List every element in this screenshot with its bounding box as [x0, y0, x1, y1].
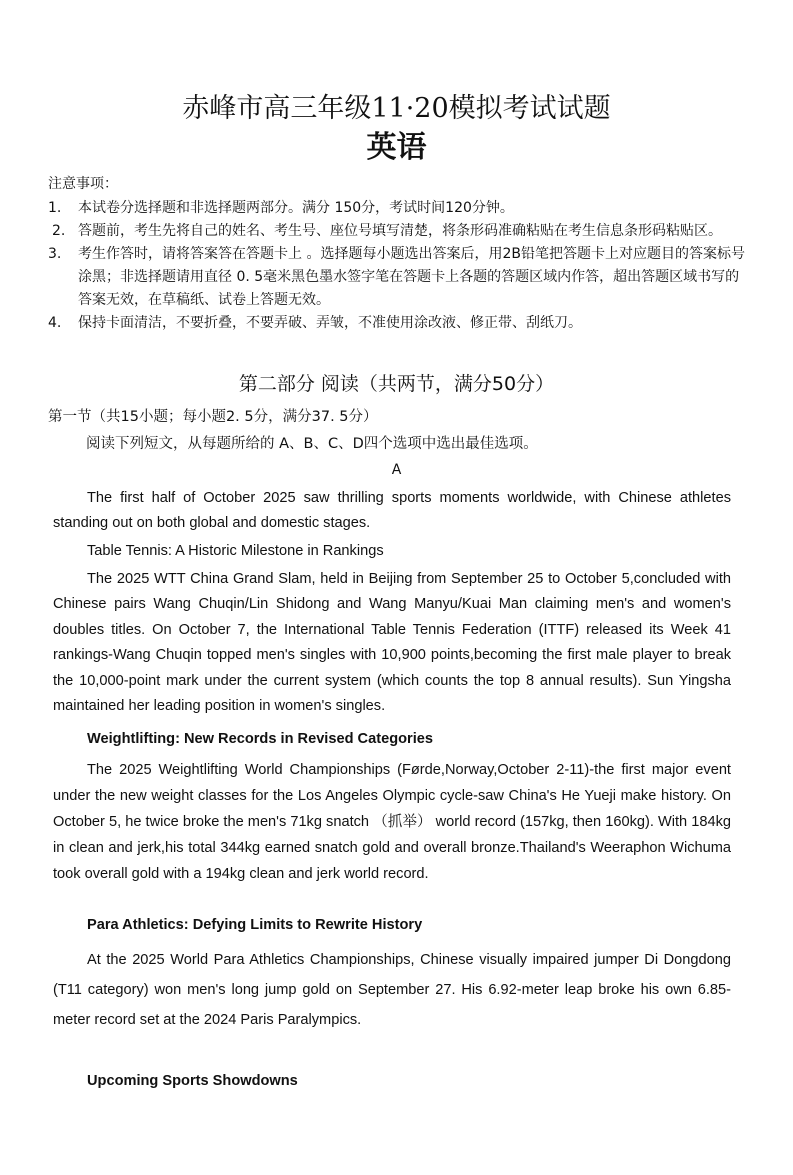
section-title: 第一节（共15小题；每小题2. 5分，满分37. 5分）: [48, 409, 378, 425]
note-text: 本试卷分选择题和非选择题两部分。满分 150分，考试时间120分钟。: [78, 200, 514, 216]
paragraph: The 2025 Weightlifting World Championships (Førde,Norway,October 2-11)-the first major event under the new weight classes for the Los Angeles Olympic cycle-saw China's He Yueji make history. On October 5, he twice broke the men's 71kg snatch （抓举） world record (157kg, then 160kg). With 184kg in clean and jerk,his total 344kg earned snatch gold and overall bronze.Thailand's Weeraphon Wichuma took overall gold with a 194kg clean and jerk world record.: [53, 762, 731, 882]
note-number: 3.: [48, 246, 62, 262]
exam-title: 赤峰市高三年级11·20模拟考试试题: [182, 93, 611, 124]
note-item: [48, 243, 753, 312]
note-text: 保持卡面清洁，不要折叠，不要弄破、弄皱，不准使用涂改液、修正带、刮纸刀。: [78, 315, 582, 331]
subject-title: 英语: [366, 130, 427, 165]
paragraph: The first half of October 2025 saw thrilling sports moments worldwide, with Chinese athletes standing out on both global and domestic stages.: [53, 490, 731, 531]
note-number: 2.: [52, 223, 66, 239]
passage-table-tennis: [53, 567, 731, 719]
notes-heading: 注意事项：: [48, 176, 118, 192]
note-number: 4.: [48, 315, 62, 331]
section-instruction: 阅读下列短文，从每题所给的 A、B、C、D四个选项中选出最佳选项。: [86, 436, 538, 452]
note-text: 考生作答时，请将答案答在答题卡上 。选择题每小题选出答案后，用2B铅笔把答题卡上对应题目的答案标号涂黑；非选择题请用直径 0. 5毫米黑色墨水签字笔在答题卡上各题的答题区域内作答，超出答题区域书写的答案无效，在草稿纸、试卷上答题无效。: [78, 246, 745, 308]
part-title: 第二部分 阅读（共两节，满分50分）: [238, 373, 555, 395]
passage-label: A: [391, 462, 402, 478]
passage-intro: [53, 486, 731, 536]
paragraph: At the 2025 World Para Athletics Championships, Chinese visually impaired jumper Di Dongdong (T11 category) won men's long jump gold on September 27. His 6.92-meter leap broke his own 6.85-meter record set at the 2024 Paris Paralympics.: [53, 952, 731, 1028]
subheading-table-tennis: Table Tennis: A Historic Milestone in Rankings: [87, 543, 384, 559]
subheading-para-athletics: Para Athletics: Defying Limits to Rewrite History: [87, 917, 423, 933]
subheading-upcoming: Upcoming Sports Showdowns: [87, 1073, 298, 1089]
subheading-weightlifting: Weightlifting: New Records in Revised Categories: [87, 731, 433, 747]
paragraph: The 2025 WTT China Grand Slam, held in Beijing from September 25 to October 5,concluded with Chinese pairs Wang Chuqin/Lin Shidong and Wang Manyu/Kuai Man claiming men's and women's doubles titles. On October 7, the International Table Tennis Federation (ITTF) released its Week 41 rankings-Wang Chuqin topped men's singles with 10,900 points,becoming the first male player to break the 10,000-point mark under the current system (which counts the top 8 annual results). Sun Yingsha maintained her leading position in women's singles.: [53, 571, 731, 715]
note-text: 答题前，考生先将自己的姓名、考生号、座位号填写清楚，将条形码准确粘贴在考生信息条形码粘贴区。: [78, 223, 722, 239]
note-item: [48, 220, 753, 243]
notes-section: [48, 173, 753, 335]
note-number: 1.: [48, 200, 62, 216]
note-item: [48, 197, 753, 220]
passage-weightlifting: [53, 757, 731, 887]
passage-para-athletics: [53, 945, 731, 1035]
note-item: [48, 312, 753, 335]
